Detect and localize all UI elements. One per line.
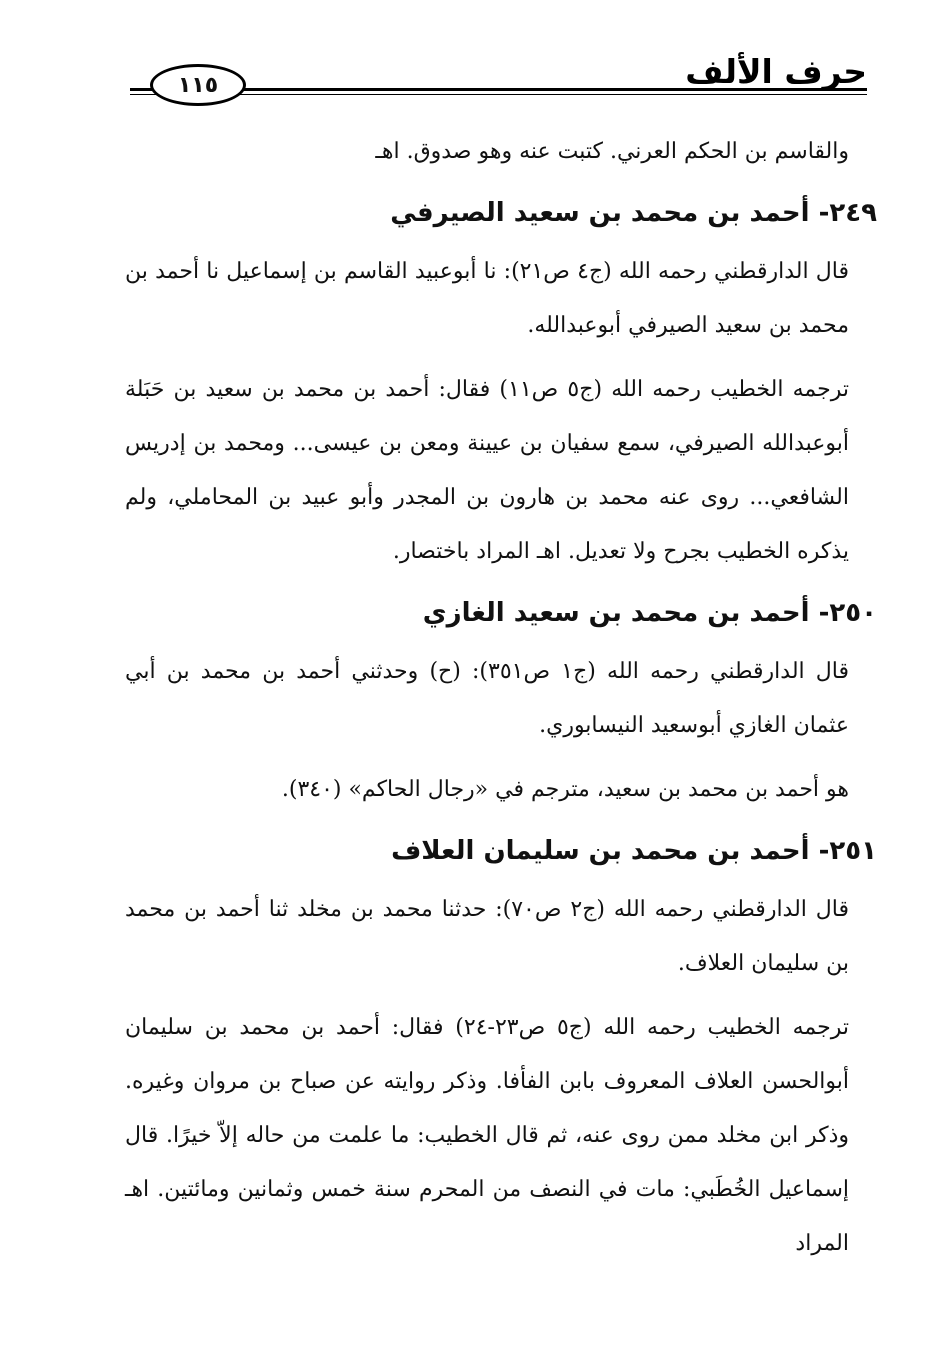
entry-paragraph: قال الدارقطني رحمه الله (ج٢ ص٧٠): حدثنا محمد بن مخلد ثنا أحمد بن محمد بن سليمان العلاف. bbox=[125, 897, 850, 976]
page-header bbox=[130, 50, 867, 110]
entry-title: ٢٤٩- أحمد بن محمد بن سعيد الصيرفي bbox=[390, 198, 877, 228]
page-number: ١١٥ bbox=[150, 64, 246, 106]
page-content bbox=[125, 125, 877, 1281]
entry-title: ٢٥٠- أحمد بن محمد بن سعيد الغازي bbox=[422, 598, 877, 628]
entry-251 bbox=[125, 831, 877, 1271]
chapter-title: حرف الألف bbox=[685, 52, 867, 91]
continuation-text: والقاسم بن الحكم العرني. كتبت عنه وهو صدوق. اهـ bbox=[375, 139, 849, 164]
entry-paragraph: قال الدارقطني رحمه الله (ج٤ ص٢١): نا أبوعبيد القاسم بن إسماعيل نا أحمد بن محمد بن سعيد الصيرفي أبوعبدالله. bbox=[125, 259, 850, 338]
entry-paragraph: ترجمه الخطيب رحمه الله (ج٥ ص٢٣-٢٤) فقال: أحمد بن محمد بن سليمان أبوالحسن العلاف المعروف بابن الفأفا. وذكر روايته عن صباح بن مروان وغيره. وذكر ابن مخلد ممن روى عنه، ثم قال الخطيب: ما علمت من حاله إلاّ خيرًا. قال إسماعيل الخُطَبي: مات في النصف من المحرم سنة خمس وثمانين ومائتين. اهـ المراد bbox=[125, 1015, 849, 1256]
entry-250 bbox=[125, 593, 877, 817]
entry-paragraph: هو أحمد بن محمد بن سعيد، مترجم في «رجال الحاكم» (٣٤٠). bbox=[281, 777, 849, 802]
entry-title: ٢٥١- أحمد بن محمد بن سليمان العلاف bbox=[391, 836, 877, 866]
entry-paragraph: قال الدارقطني رحمه الله (ج١ ص٣٥١): (ح) وحدثني أحمد بن محمد بن أبي عثمان الغازي أبوسعيد النيسابوري. bbox=[125, 659, 850, 738]
entry-paragraph: ترجمه الخطيب رحمه الله (ج٥ ص١١) فقال: أحمد بن محمد بن سعيد بن حَبَلة أبوعبدالله الصيرفي، سمع سفيان بن عيينة ومعن بن عيسى... ومحمد بن إدريس الشافعي... روى عنه محمد بن هارون بن المجدر وأبو عبيد بن المحاملي، ولم يذكره الخطيب بجرح ولا تعديل. اهـ المراد باختصار. bbox=[125, 377, 849, 564]
entry-249 bbox=[125, 193, 877, 579]
